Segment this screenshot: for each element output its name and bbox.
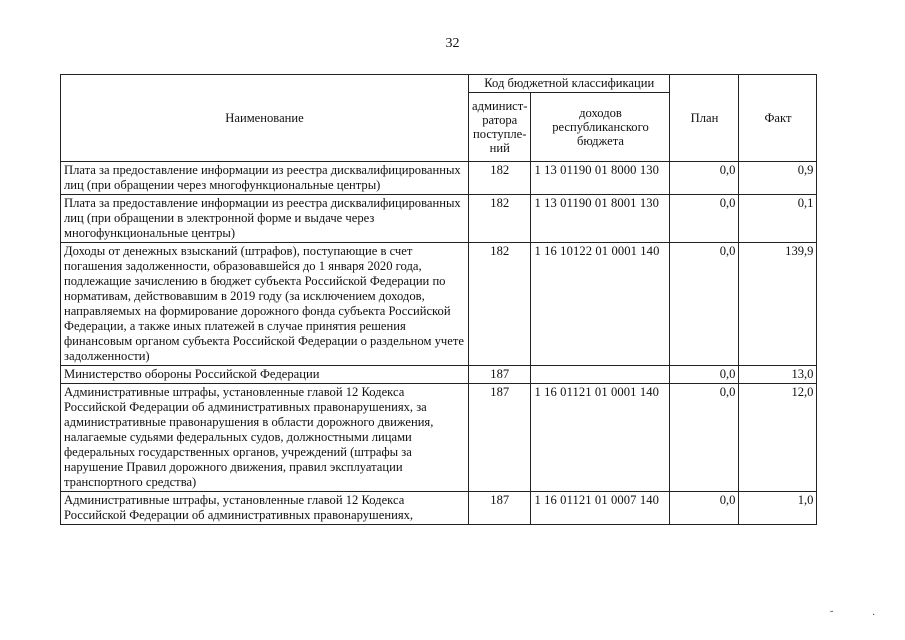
row-plan: 0,0	[670, 243, 739, 366]
row-fact: 13,0	[739, 366, 817, 384]
table-row	[61, 384, 817, 492]
header-fact: Факт	[739, 75, 817, 162]
row-income-code	[531, 366, 670, 384]
row-name: Доходы от денежных взысканий (штрафов), поступающие в счет погашения задолженности, образовавшейся до 1 января 2020 года, подлежащие зачислению в бюджет субъекта Российской Федерации по нормативам, действовавшим в 2019 году (за исключением доходов, направляемых на формирование дорожного фонда субъекта Российской Федерации, а также иных платежей в случае принятия решения финансовым органом субъекта Российской Федерации о раздельном учете задолженности)	[61, 243, 469, 366]
row-income-code: 1 16 01121 01 0001 140	[531, 384, 670, 492]
row-income-code: 1 16 01121 01 0007 140	[531, 492, 670, 525]
row-fact: 0,1	[739, 195, 817, 243]
scan-mark: ·	[872, 610, 876, 621]
row-name: Министерство обороны Российской Федерации	[61, 366, 469, 384]
row-fact: 0,9	[739, 162, 817, 195]
row-plan: 0,0	[670, 366, 739, 384]
row-plan: 0,0	[670, 162, 739, 195]
row-admin-code: 187	[469, 492, 531, 525]
header-administrator: админист- ратора поступле- ний	[469, 93, 531, 162]
row-name: Административные штрафы, установленные главой 12 Кодекса Российской Федерации об административных правонарушениях, за административные правонарушения в области дорожного движения, налагаемые судьями федеральных судов, должностными лицами федеральных государственных органов, учреждений (штрафы за нарушение Правил дорожного движения, правил эксплуатации транспортного средства)	[61, 384, 469, 492]
table-row	[61, 366, 817, 384]
page-number: 32	[445, 36, 460, 51]
row-name: Плата за предоставление информации из реестра дисквалифицированных лиц (при обращении через многофункциональные центры)	[61, 162, 469, 195]
budget-table	[60, 74, 817, 525]
header-name: Наименование	[61, 75, 469, 162]
row-plan: 0,0	[670, 492, 739, 525]
row-name: Плата за предоставление информации из реестра дисквалифицированных лиц (при обращении в электронной форме и выдаче через многофункциональные центры)	[61, 195, 469, 243]
row-income-code: 1 16 10122 01 0001 140	[531, 243, 670, 366]
row-admin-code: 182	[469, 243, 531, 366]
row-fact: 12,0	[739, 384, 817, 492]
row-admin-code: 182	[469, 195, 531, 243]
row-plan: 0,0	[670, 195, 739, 243]
header-income-code: доходов республиканского бюджета	[531, 93, 670, 162]
row-name: Административные штрафы, установленные главой 12 Кодекса Российской Федерации об административных правонарушениях,	[61, 492, 469, 525]
row-admin-code: 187	[469, 366, 531, 384]
header-classification-code: Код бюджетной классификации	[469, 75, 670, 93]
row-fact: 1,0	[739, 492, 817, 525]
row-plan: 0,0	[670, 384, 739, 492]
row-fact: 139,9	[739, 243, 817, 366]
table-row	[61, 243, 817, 366]
row-admin-code: 182	[469, 162, 531, 195]
row-income-code: 1 13 01190 01 8000 130	[531, 162, 670, 195]
row-income-code: 1 13 01190 01 8001 130	[531, 195, 670, 243]
header-plan: План	[670, 75, 739, 162]
table-row	[61, 195, 817, 243]
row-admin-code: 187	[469, 384, 531, 492]
scan-mark: ˘	[830, 610, 834, 621]
table-row	[61, 162, 817, 195]
table-row	[61, 492, 817, 525]
